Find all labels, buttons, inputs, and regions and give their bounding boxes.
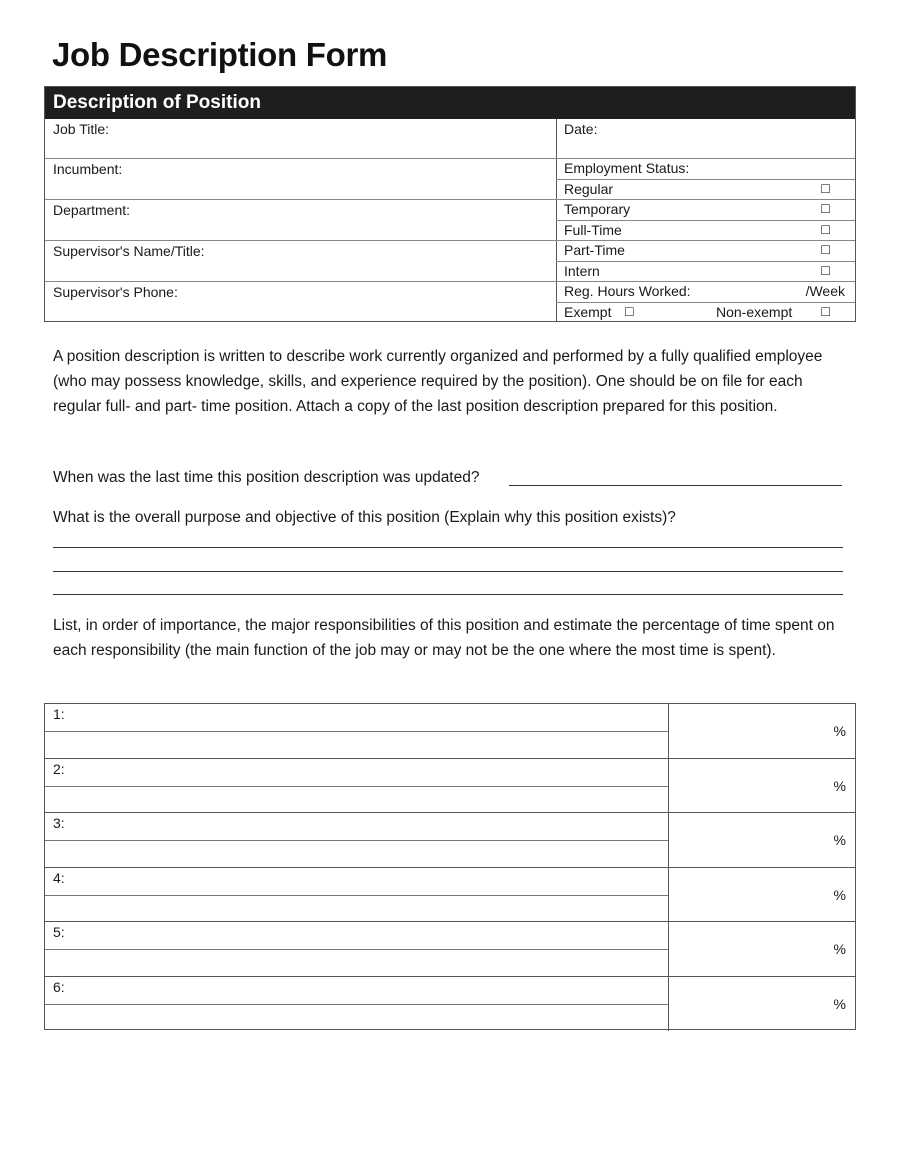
responsibility-row <box>45 759 855 814</box>
position-left-column <box>45 119 557 321</box>
row-divider <box>45 840 668 841</box>
supervisor-name-field[interactable] <box>45 241 556 282</box>
responsibility-number: 1: <box>53 706 65 722</box>
question-last-updated: When was the last time this position description was updated? <box>53 469 480 486</box>
employment-status-row <box>556 159 855 180</box>
percent-cell[interactable]: % <box>833 886 846 903</box>
responsibility-row <box>45 922 855 977</box>
part-time-checkbox[interactable]: ☐ <box>820 243 831 257</box>
percent-cell[interactable]: % <box>833 832 846 848</box>
percent-cell[interactable]: % <box>833 723 846 739</box>
responsibility-number: 4: <box>53 869 65 886</box>
percent-cell[interactable]: % <box>833 995 846 1012</box>
status-option-temporary <box>556 200 855 221</box>
responsibility-number: 3: <box>53 815 65 831</box>
job-title-label: Job Title: <box>53 121 110 137</box>
responsibility-text-cell[interactable] <box>45 759 669 813</box>
position-right-column <box>556 119 855 321</box>
regular-checkbox[interactable]: ☐ <box>820 181 831 196</box>
page-title: Job Description Form <box>52 36 388 73</box>
responsibility-text-cell[interactable] <box>45 922 669 976</box>
exempt-checkbox[interactable]: ☐ <box>624 304 635 319</box>
exempt-row <box>556 303 855 324</box>
row-divider <box>45 895 668 896</box>
supervisor-name-label: Supervisor's Name/Title: <box>53 243 205 259</box>
row-divider <box>45 731 668 732</box>
incumbent-field[interactable] <box>45 159 556 200</box>
date-label: Date: <box>564 121 598 137</box>
status-label-part-time: Part-Time <box>564 242 625 258</box>
responsibility-number: 5: <box>53 924 65 940</box>
hours-unit-label: /Week <box>805 283 845 299</box>
incumbent-label: Incumbent: <box>53 161 123 177</box>
responsibility-text-cell[interactable] <box>45 813 669 867</box>
status-option-intern <box>556 262 855 283</box>
department-field[interactable] <box>45 200 556 241</box>
full-time-checkbox[interactable]: ☐ <box>820 222 831 237</box>
row-divider <box>45 786 668 787</box>
nonexempt-checkbox[interactable]: ☐ <box>820 304 831 319</box>
responsibility-text-cell[interactable] <box>45 868 669 922</box>
exempt-label: Exempt <box>564 303 612 320</box>
responsibility-row <box>45 977 855 1032</box>
responsibility-number: 6: <box>53 978 65 995</box>
row-divider <box>45 949 668 950</box>
responsibility-row <box>45 868 855 923</box>
responsibility-text-cell[interactable] <box>45 977 669 1032</box>
date-field[interactable] <box>556 119 855 159</box>
status-option-part-time <box>556 241 855 262</box>
supervisor-phone-label: Supervisor's Phone: <box>53 284 178 300</box>
responsibilities-intro: List, in order of importance, the major responsibilities of this position and estimate the percentage of time spent on each responsibility (the main function of the job may or may not be the one where the most time is spent). <box>53 617 835 659</box>
position-table <box>44 86 856 322</box>
hours-worked-row[interactable] <box>556 282 855 303</box>
position-section-header: Description of Position <box>45 87 855 119</box>
department-label: Department: <box>53 202 131 218</box>
status-option-full-time <box>556 221 855 242</box>
row-divider <box>45 1004 668 1005</box>
hours-worked-label: Reg. Hours Worked: <box>564 283 691 299</box>
responsibility-number: 2: <box>53 760 65 777</box>
percent-cell[interactable]: % <box>833 777 846 794</box>
employment-status-label: Employment Status: <box>564 160 690 176</box>
responsibilities-table <box>44 703 856 1030</box>
last-updated-answer-line[interactable] <box>509 485 842 486</box>
percent-cell[interactable]: % <box>833 941 846 957</box>
question-purpose: What is the overall purpose and objective of this position (Explain why this position exists)? <box>53 509 676 526</box>
nonexempt-label: Non-exempt <box>716 303 793 320</box>
responsibility-row <box>45 704 855 759</box>
temporary-checkbox[interactable]: ☐ <box>820 202 831 216</box>
status-label-temporary: Temporary <box>564 201 631 217</box>
purpose-answer-line-1[interactable] <box>53 547 843 548</box>
responsibility-text-cell[interactable] <box>45 704 669 758</box>
intro-paragraph: A position description is written to describe work currently organized and performed by a fully qualified employee (who may possess knowledge, skills, and experience required by the position). One should be on file for each regular full- and part- time position. Attach a copy of the last position description prepared for this position. <box>53 348 823 415</box>
intern-checkbox[interactable]: ☐ <box>820 263 831 278</box>
supervisor-phone-field[interactable] <box>45 282 556 323</box>
status-label-intern: Intern <box>564 262 600 279</box>
purpose-answer-line-2[interactable] <box>53 571 843 572</box>
status-option-regular <box>556 180 855 201</box>
status-label-regular: Regular <box>564 180 614 197</box>
job-title-field[interactable] <box>45 119 556 159</box>
responsibility-row <box>45 813 855 868</box>
status-label-full-time: Full-Time <box>564 221 622 238</box>
purpose-answer-line-3[interactable] <box>53 594 843 595</box>
